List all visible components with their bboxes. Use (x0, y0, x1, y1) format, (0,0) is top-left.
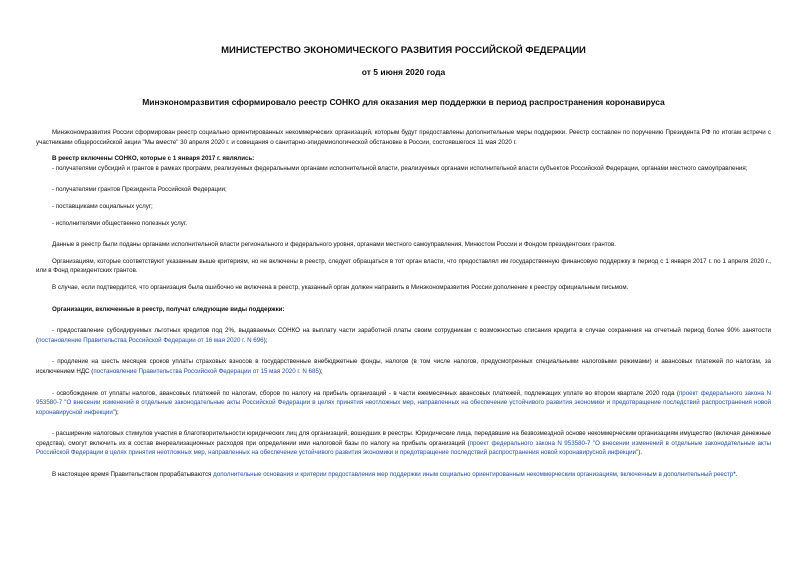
support-item: - освобождение от уплаты налогов, авансовых платежей по налогам, сборов по налогу на прибыль организаций - в части ежемесячных авансовых платежей, подлежащих уплате во втором квартале 2020 года (проект федерального закона N 953580-7 "О внесении изменений в отдельные законодательные акты Российской Федерации в целях принятия неотложных мер, направленных на обеспечение устойчивого развития экономики и предотвращение последствий распространения новой коронавирусной инфекции"); (36, 389, 771, 416)
support-item: - предоставление субсидируемых льготных кредитов под 2%, выдаваемых СОНКО на выплату части заработной платы своим сотрудникам с возможностью списания кредита в случае сохранения на отчетный период более 90% занятости (постановление Правительства Российской Федерации от 16 мая 2020 г. N 696); (36, 327, 771, 344)
document-body (36, 128, 771, 480)
additional-criteria-link[interactable]: дополнительные основания и критерии предоставления мер поддержки иным социально ориентированным некоммерческим организациям, включенным в дополнительный реестр (213, 471, 734, 479)
included-item: - исполнителями общественно полезных услуг. (52, 219, 188, 227)
closing-paragraph: В настоящее время Правительством прорабатываются дополнительные основания и критерии предоставления мер поддержки иным социально ориентированным некоммерческим организациям, включенным в дополнительный реестр*. (52, 471, 738, 479)
data-source-paragraph: Данные в реестр были поданы органами исполнительной власти регионального и федерального уровня, органами местного самоуправления, Минюстом России и Фондом президентских грантов. (52, 241, 617, 249)
included-item: - получателями грантов Президента Российской Федерации; (52, 186, 227, 194)
document-date: от 5 июня 2020 года (361, 67, 446, 77)
included-heading: В реестр включены СОНКО, которые с 1 января 2017 г. являлись: (52, 155, 255, 163)
not-included-paragraph: Организациям, которые соответствуют указанным выше критериям, но не включены в реестр, следует обращаться в тот орган власти, что предоставлял им государственную финансовую поддержку в период с 1 января 2017 г. по 1 апреля 2020 г., или в Фонд президентских грантов. (36, 257, 771, 275)
draft-law-link[interactable]: проект федерального закона N 953580-7 "О внесении изменений в отдельные законодательные акты Российской Федерации в целях принятия неотложных мер, направленных на обеспечение устойчивого развития экономики и предотвращение последствий распространения новой коронавирусной инфекции" (36, 389, 771, 416)
document-title: Минэкономразвития сформировало реестр СОНКО для оказания мер поддержки в период распространения коронавируса (142, 97, 665, 107)
support-item: - продление на шесть месяцев сроков уплаты страховых взносов в государственные внебюджетные фонды, налогов (в том числе налогов, предусмотренных специальными налоговыми режимами) и авансовых платежей по налогам, за исключением НДС (постановление Правительства Российской Федерации от 15 мая 2020 г. N 685); (36, 358, 771, 375)
support-heading: Организации, включенные в реестр, получат следующие виды поддержки: (52, 305, 285, 313)
draft-law-link[interactable]: проект федерального закона N 953580-7 "О внесении изменений в отдельные законодательные акты Российской Федерации в целях принятия неотложных мер, направленных на обеспечение устойчивого развития экономики и предотвращение последствий распространения новой коронавирусной инфекции" (36, 439, 771, 457)
law-link[interactable]: постановление Правительства Российской Федерации от 15 мая 2020 г. N 685 (93, 367, 319, 375)
included-item: - получателями субсидий и грантов в рамках программ, реализуемых федеральными органами исполнительной власти, реализуемых органами исполнительной власти субъектов Российской Федерации, органами местного самоуправления; (52, 164, 748, 172)
ministry-heading: МИНИСТЕРСТВО ЭКОНОМИЧЕСКОГО РАЗВИТИЯ РОССИЙСКОЙ ФЕДЕРАЦИИ (221, 45, 586, 56)
law-link[interactable]: постановление Правительства Российской Федерации от 16 мая 2020 г. N 696 (38, 336, 264, 344)
wrongly-excluded-paragraph: В случае, если подтвердится, что организация была ошибочно не включена в реестр, указанный орган должен направить в Минэкономразвития России дополнение к реестру официальным письмом. (52, 283, 629, 291)
included-item: - поставщиками социальных услуг; (52, 202, 153, 210)
intro-paragraph: Минэкономразвития России сформирован реестр социально ориентированных некоммерческих организаций, которым будут предоставлены дополнительные меры поддержки. Реестр составлен по поручению Президента РФ по итогам встречи с участниками общероссийской акции "Мы вместе" 30 апреля 2020 г. и совещания о санитарно-эпидемиологической обстановке в России, состоявшегося 11 мая 2020 г. (36, 129, 771, 146)
support-item: - расширение налоговых стимулов участия в благотворительности юридических лиц для организаций, вошедших в реестры. Юридические лица, передавшие на безвозмездной основе некоммерческим организациям имущество (включая денежные средства), смогут включить их в состав внереализационных расходов при определении ими налоговой базы по налогу на прибыль организаций (проект федерального закона N 953580-7 "О внесении изменений в отдельные законодательные акты Российской Федерации в целях принятия неотложных мер, направленных на обеспечение устойчивого развития экономики и предотвращение последствий распространения новой коронавирусной инфекции"). (36, 430, 771, 457)
